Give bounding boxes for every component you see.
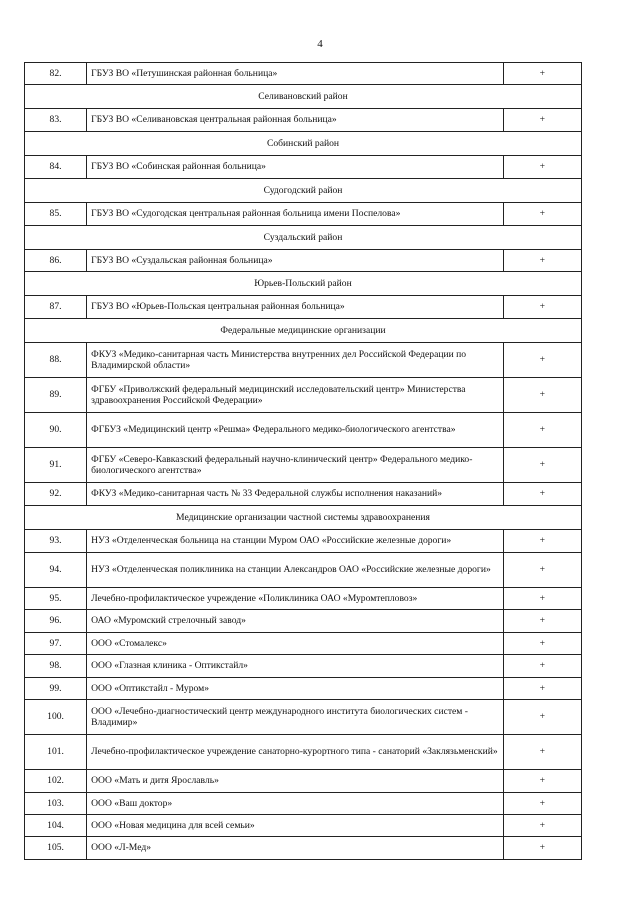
section-title: Селивановский район (25, 85, 582, 109)
plus-mark: + (503, 343, 581, 378)
page-number: 4 (317, 38, 323, 50)
table-row (25, 735, 582, 770)
section-title: Юрьев-Польский район (25, 272, 582, 296)
plus-mark: + (503, 633, 581, 655)
section-title: Медицинские организации частной системы здравоохранения (25, 506, 582, 530)
table-row (25, 700, 582, 735)
row-number: 82. (25, 63, 87, 85)
table-row (25, 815, 582, 837)
section-header-row (25, 319, 582, 343)
row-number: 87. (25, 296, 87, 319)
row-number: 93. (25, 530, 87, 553)
organization-name: Лечебно-профилактическое учреждение санаторно-курортного типа - санаторий «Заклязьменский» (87, 735, 503, 770)
table-row (25, 483, 582, 506)
organization-name: ГБУЗ ВО «Юрьев-Польская центральная районная больница» (87, 296, 503, 319)
plus-mark: + (503, 378, 581, 413)
organization-name: Лечебно-профилактическое учреждение «Поликлиника ОАО «Муромтепловоз» (87, 588, 503, 610)
plus-mark: + (503, 610, 581, 633)
section-title: Собинский район (25, 132, 582, 156)
table-row (25, 63, 582, 85)
row-number: 88. (25, 343, 87, 378)
table-row (25, 553, 582, 588)
section-header-row (25, 179, 582, 203)
organization-name: ГБУЗ ВО «Петушинская районная больница» (87, 63, 503, 85)
organization-name: ОАО «Муромский стрелочный завод» (87, 610, 503, 633)
plus-mark: + (503, 815, 581, 837)
plus-mark: + (503, 553, 581, 588)
row-number: 104. (25, 815, 87, 837)
organization-name: НУЗ «Отделенческая поликлиника на станции Александров ОАО «Российские железные дороги» (87, 553, 503, 588)
table-row (25, 678, 582, 700)
plus-mark: + (503, 203, 581, 226)
row-number: 103. (25, 793, 87, 815)
plus-mark: + (503, 793, 581, 815)
row-number: 97. (25, 633, 87, 655)
row-number: 96. (25, 610, 87, 633)
table-row (25, 655, 582, 678)
table-row (25, 296, 582, 319)
section-title: Федеральные медицинские организации (25, 319, 582, 343)
plus-mark: + (503, 483, 581, 506)
row-number: 105. (25, 837, 87, 860)
row-number: 92. (25, 483, 87, 506)
table-row (25, 109, 582, 132)
organization-name: ООО «Новая медицина для всей семьи» (87, 815, 503, 837)
organization-name: ГБУЗ ВО «Судогодская центральная районная больница имени Поспелова» (87, 203, 503, 226)
row-number: 102. (25, 770, 87, 793)
organization-name: ООО «Оптикстайл - Муром» (87, 678, 503, 700)
table-row (25, 633, 582, 655)
section-header-row (25, 506, 582, 530)
table-row (25, 770, 582, 793)
section-header-row (25, 272, 582, 296)
row-number: 94. (25, 553, 87, 588)
row-number: 100. (25, 700, 87, 735)
row-number: 83. (25, 109, 87, 132)
table-row (25, 588, 582, 610)
plus-mark: + (503, 588, 581, 610)
table-row (25, 250, 582, 272)
plus-mark: + (503, 250, 581, 272)
section-title: Суздальский район (25, 226, 582, 250)
table-row (25, 610, 582, 633)
table-row (25, 156, 582, 179)
plus-mark: + (503, 530, 581, 553)
plus-mark: + (503, 655, 581, 678)
organization-name: ГБУЗ ВО «Собинская районная больница» (87, 156, 503, 179)
plus-mark: + (503, 156, 581, 179)
plus-mark: + (503, 700, 581, 735)
plus-mark: + (503, 735, 581, 770)
organization-name: ФГБУ «Приволжский федеральный медицинский исследовательский центр» Министерства здравоохранения Российской Федерации» (87, 378, 503, 413)
section-title: Судогодский район (25, 179, 582, 203)
section-header-row (25, 132, 582, 156)
organization-name: ФКУЗ «Медико-санитарная часть Министерства внутренних дел Российской Федерации по Владимирской области» (87, 343, 503, 378)
row-number: 84. (25, 156, 87, 179)
table-row (25, 448, 582, 483)
organization-name: ООО «Ваш доктор» (87, 793, 503, 815)
organization-name: ГБУЗ ВО «Селивановская центральная районная больница» (87, 109, 503, 132)
organization-name: ФГБУ «Северо-Кавказский федеральный научно-клинический центр» Федерального медико-биологического агентства» (87, 448, 503, 483)
row-number: 98. (25, 655, 87, 678)
plus-mark: + (503, 63, 581, 85)
organization-name: ООО «Л-Мед» (87, 837, 503, 860)
row-number: 91. (25, 448, 87, 483)
plus-mark: + (503, 678, 581, 700)
section-header-row (25, 85, 582, 109)
organizations-table (24, 62, 582, 860)
table-row (25, 343, 582, 378)
organization-name: ГБУЗ ВО «Суздальская районная больница» (87, 250, 503, 272)
table-row (25, 413, 582, 448)
table-row (25, 793, 582, 815)
table-row (25, 378, 582, 413)
table-row (25, 203, 582, 226)
plus-mark: + (503, 109, 581, 132)
row-number: 89. (25, 378, 87, 413)
organization-name: ООО «Глазная клиника - Оптикстайл» (87, 655, 503, 678)
organization-name: ООО «Мать и дитя Ярославль» (87, 770, 503, 793)
row-number: 99. (25, 678, 87, 700)
row-number: 86. (25, 250, 87, 272)
organization-name: ФГБУЗ «Медицинский центр «Решма» Федерального медико-биологического агентства» (87, 413, 503, 448)
row-number: 95. (25, 588, 87, 610)
plus-mark: + (503, 413, 581, 448)
row-number: 85. (25, 203, 87, 226)
table-row (25, 837, 582, 860)
plus-mark: + (503, 448, 581, 483)
plus-mark: + (503, 770, 581, 793)
organization-name: ФКУЗ «Медико-санитарная часть № 33 Федеральной службы исполнения наказаний» (87, 483, 503, 506)
section-header-row (25, 226, 582, 250)
table-row (25, 530, 582, 553)
plus-mark: + (503, 296, 581, 319)
organization-name: НУЗ «Отделенческая больница на станции Муром ОАО «Российские железные дороги» (87, 530, 503, 553)
organization-name: ООО «Стомалекс» (87, 633, 503, 655)
plus-mark: + (503, 837, 581, 860)
row-number: 101. (25, 735, 87, 770)
organization-name: ООО «Лечебно-диагностический центр международного института биологических систем - Владимир» (87, 700, 503, 735)
row-number: 90. (25, 413, 87, 448)
